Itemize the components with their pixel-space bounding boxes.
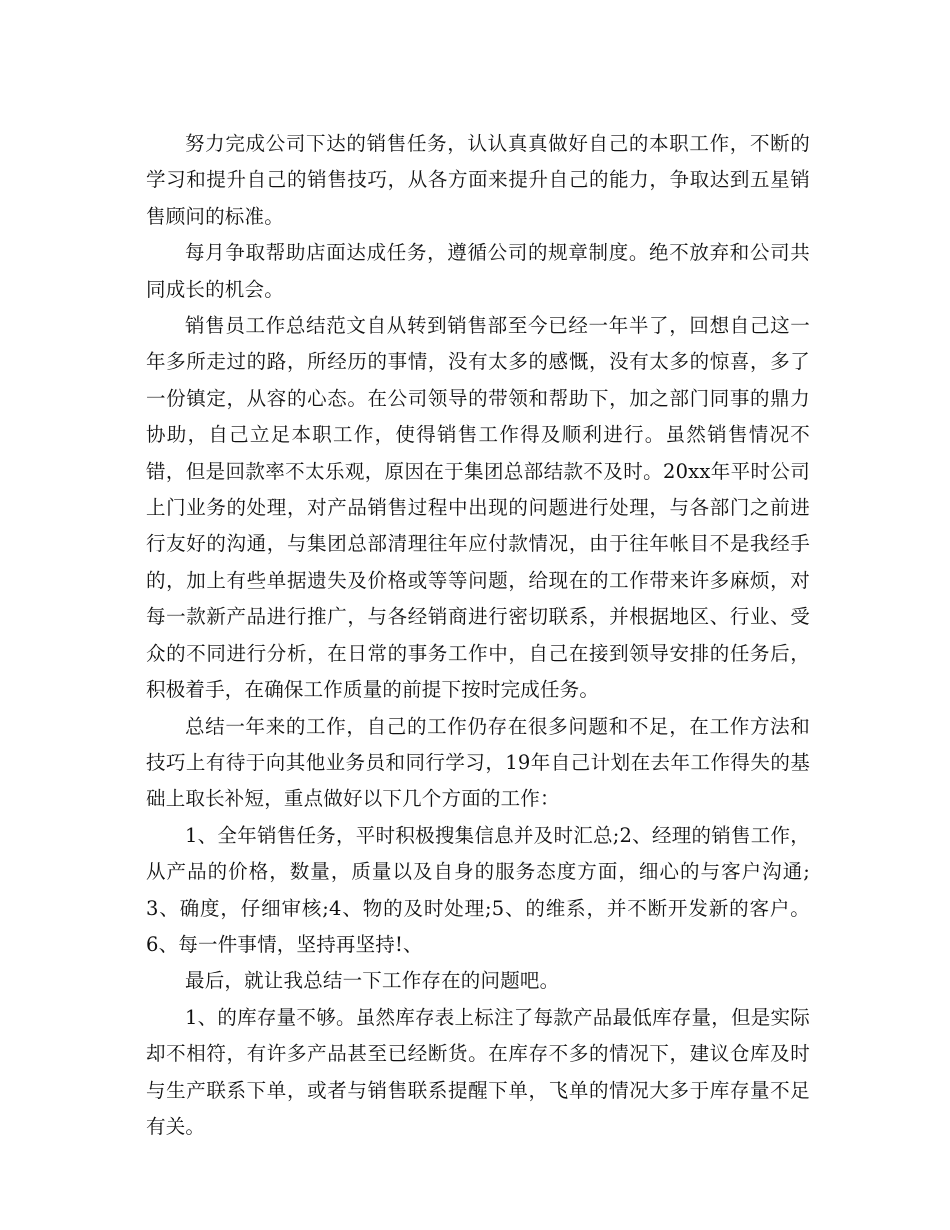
paragraph-task-list: 1、全年销售任务，平时积极搜集信息并及时汇总;2、经理的销售工作，从产品的价格，数量，质量以及自身的服务态度方面，细心的与客户沟通;3、确度，仔细审核;4、物的及时处理;5、的维系，并不断开发新的客户。6、每一件事情，坚持再坚持!、 bbox=[146, 823, 810, 956]
paragraph-monthly-target: 每月争取帮助店面达成任务，遵循公司的规章制度。绝不放弃和公司共同成长的机会。 bbox=[146, 241, 810, 301]
paragraph-sales-goal: 努力完成公司下达的销售任务，认认真真做好自己的本职工作，不断的学习和提升自己的销售技巧，从各方面来提升自己的能力，争取达到五星销售顾问的标准。 bbox=[146, 132, 810, 228]
paragraph-year-review: 总结一年来的工作，自己的工作仍存在很多问题和不足，在工作方法和技巧上有待于向其他业务员和同行学习，19年自己计划在去年工作得失的基础上取长补短，重点做好以下几个方面的工作： bbox=[146, 714, 810, 811]
document-body bbox=[146, 126, 810, 1145]
paragraph-problems-intro: 最后，就让我总结一下工作存在的问题吧。 bbox=[185, 969, 560, 993]
paragraph-work-summary: 销售员工作总结范文自从转到销售部至今已经一年半了，回想自己这一年多所走过的路，所经历的事情，没有太多的感慨，没有太多的惊喜，多了一份镇定，从容的心态。在公司领导的带领和帮助下，加之部门同事的鼎力协助，自己立足本职工作，使得销售工作得及顺利进行。虽然销售情况不错，但是回款率不太乐观，原因在于集团总部结款不及时。20xx年平时公司上门业务的处理，对产品销售过程中出现的问题进行处理，与各部门之前进行友好的沟通，与集团总部清理往年应付款情况，由于往年帐目不是我经手的，加上有些单据遗失及价格或等等问题，给现在的工作带来许多麻烦，对每一款新产品进行推广，与各经销商进行密切联系，并根据地区、行业、受众的不同进行分析，在日常的事务工作中，自己在接到领导安排的任务后，积极着手，在确保工作质量的前提下按时完成任务。 bbox=[146, 314, 810, 702]
paragraph-inventory-issue: 1、的库存量不够。虽然库存表上标注了每款产品最低库存量，但是实际却不相符，有许多产品甚至已经断货。在库存不多的情况下，建议仓库及时与生产联系下单，或者与销售联系提醒下单，飞单的情况大多于库存量不足有关。 bbox=[146, 1005, 810, 1138]
